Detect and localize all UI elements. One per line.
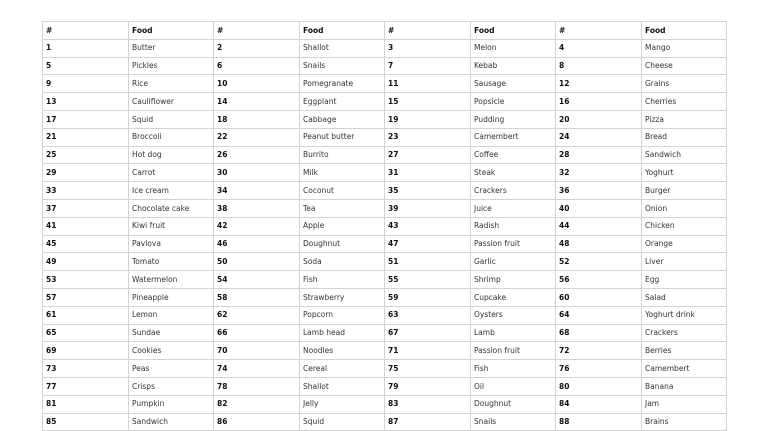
- food-name-cell: Brains: [642, 413, 727, 431]
- item-number-cell: 67: [385, 324, 471, 342]
- item-number-cell: 78: [214, 377, 300, 395]
- item-number-cell: 1: [43, 39, 129, 57]
- item-number-cell: 77: [43, 377, 129, 395]
- item-number-cell: 8: [556, 57, 642, 75]
- food-name-cell: Rice: [129, 75, 214, 93]
- food-name-cell: Sausage: [471, 75, 556, 93]
- food-name-cell: Garlic: [471, 253, 556, 271]
- food-name-cell: Oil: [471, 377, 556, 395]
- item-number-cell: 30: [214, 164, 300, 182]
- item-number-cell: 20: [556, 110, 642, 128]
- item-number-cell: 53: [43, 271, 129, 289]
- item-number-cell: 85: [43, 413, 129, 431]
- item-number-cell: 56: [556, 271, 642, 289]
- food-name-cell: Shallot: [300, 377, 385, 395]
- food-name-cell: Cabbage: [300, 110, 385, 128]
- food-name-cell: Noodles: [300, 342, 385, 360]
- food-table: [42, 21, 727, 431]
- food-name-cell: Cookies: [129, 342, 214, 360]
- food-name-cell: Passion fruit: [471, 342, 556, 360]
- food-name-cell: Watermelon: [129, 271, 214, 289]
- food-name-cell: Pomegranate: [300, 75, 385, 93]
- item-number-cell: 71: [385, 342, 471, 360]
- item-number-cell: 25: [43, 146, 129, 164]
- item-number-cell: 37: [43, 199, 129, 217]
- food-name-cell: Bread: [642, 128, 727, 146]
- item-number-cell: 38: [214, 199, 300, 217]
- food-name-cell: Steak: [471, 164, 556, 182]
- food-name-cell: Burger: [642, 182, 727, 200]
- table-row: [43, 75, 727, 93]
- table-row: [43, 377, 727, 395]
- item-number-cell: 82: [214, 395, 300, 413]
- food-name-cell: Jelly: [300, 395, 385, 413]
- food-name-cell: Coffee: [471, 146, 556, 164]
- item-number-cell: 50: [214, 253, 300, 271]
- food-name-cell: Cherries: [642, 93, 727, 111]
- column-header-number: #: [556, 22, 642, 40]
- food-name-cell: Popsicle: [471, 93, 556, 111]
- food-name-cell: Snails: [300, 57, 385, 75]
- food-name-cell: Snails: [471, 413, 556, 431]
- item-number-cell: 69: [43, 342, 129, 360]
- food-name-cell: Egg: [642, 271, 727, 289]
- item-number-cell: 32: [556, 164, 642, 182]
- food-name-cell: Grains: [642, 75, 727, 93]
- item-number-cell: 66: [214, 324, 300, 342]
- food-name-cell: Pickles: [129, 57, 214, 75]
- item-number-cell: 63: [385, 306, 471, 324]
- item-number-cell: 48: [556, 235, 642, 253]
- item-number-cell: 23: [385, 128, 471, 146]
- item-number-cell: 31: [385, 164, 471, 182]
- food-name-cell: Crackers: [471, 182, 556, 200]
- item-number-cell: 64: [556, 306, 642, 324]
- food-name-cell: Lemon: [129, 306, 214, 324]
- food-name-cell: Shallot: [300, 39, 385, 57]
- food-name-cell: Shrimp: [471, 271, 556, 289]
- item-number-cell: 33: [43, 182, 129, 200]
- food-name-cell: Pavlova: [129, 235, 214, 253]
- item-number-cell: 34: [214, 182, 300, 200]
- item-number-cell: 51: [385, 253, 471, 271]
- item-number-cell: 58: [214, 288, 300, 306]
- table-row: [43, 93, 727, 111]
- item-number-cell: 79: [385, 377, 471, 395]
- table-row: [43, 146, 727, 164]
- item-number-cell: 73: [43, 360, 129, 378]
- item-number-cell: 12: [556, 75, 642, 93]
- food-name-cell: Jam: [642, 395, 727, 413]
- item-number-cell: 39: [385, 199, 471, 217]
- table-row: [43, 253, 727, 271]
- table-row: [43, 306, 727, 324]
- item-number-cell: 81: [43, 395, 129, 413]
- food-name-cell: Liver: [642, 253, 727, 271]
- food-name-cell: Camembert: [471, 128, 556, 146]
- item-number-cell: 57: [43, 288, 129, 306]
- food-name-cell: Squid: [300, 413, 385, 431]
- food-name-cell: Lamb: [471, 324, 556, 342]
- table-row: [43, 182, 727, 200]
- food-name-cell: Ice cream: [129, 182, 214, 200]
- table-row: [43, 57, 727, 75]
- food-name-cell: Juice: [471, 199, 556, 217]
- item-number-cell: 22: [214, 128, 300, 146]
- food-name-cell: Apple: [300, 217, 385, 235]
- item-number-cell: 28: [556, 146, 642, 164]
- item-number-cell: 21: [43, 128, 129, 146]
- food-name-cell: Camembert: [642, 360, 727, 378]
- food-name-cell: Berries: [642, 342, 727, 360]
- food-name-cell: Salad: [642, 288, 727, 306]
- food-name-cell: Crisps: [129, 377, 214, 395]
- food-name-cell: Yoghurt: [642, 164, 727, 182]
- item-number-cell: 10: [214, 75, 300, 93]
- table-row: [43, 324, 727, 342]
- item-number-cell: 86: [214, 413, 300, 431]
- table-row: [43, 199, 727, 217]
- food-name-cell: Cauliflower: [129, 93, 214, 111]
- item-number-cell: 40: [556, 199, 642, 217]
- food-name-cell: Doughnut: [300, 235, 385, 253]
- food-name-cell: Sundae: [129, 324, 214, 342]
- food-name-cell: Strawberry: [300, 288, 385, 306]
- table-row: [43, 360, 727, 378]
- item-number-cell: 45: [43, 235, 129, 253]
- table-row: [43, 110, 727, 128]
- column-header-number: #: [385, 22, 471, 40]
- item-number-cell: 55: [385, 271, 471, 289]
- food-name-cell: Sandwich: [129, 413, 214, 431]
- column-header-food: Food: [129, 22, 214, 40]
- food-name-cell: Milk: [300, 164, 385, 182]
- item-number-cell: 54: [214, 271, 300, 289]
- column-header-food: Food: [471, 22, 556, 40]
- item-number-cell: 27: [385, 146, 471, 164]
- food-name-cell: Cereal: [300, 360, 385, 378]
- table-row: [43, 217, 727, 235]
- food-name-cell: Fish: [300, 271, 385, 289]
- food-name-cell: Butter: [129, 39, 214, 57]
- food-name-cell: Chocolate cake: [129, 199, 214, 217]
- table-row: [43, 164, 727, 182]
- item-number-cell: 62: [214, 306, 300, 324]
- item-number-cell: 75: [385, 360, 471, 378]
- table-row: [43, 342, 727, 360]
- table-row: [43, 271, 727, 289]
- item-number-cell: 18: [214, 110, 300, 128]
- food-name-cell: Banana: [642, 377, 727, 395]
- item-number-cell: 49: [43, 253, 129, 271]
- table-body: [43, 39, 727, 431]
- food-name-cell: Burrito: [300, 146, 385, 164]
- item-number-cell: 70: [214, 342, 300, 360]
- item-number-cell: 26: [214, 146, 300, 164]
- table-row: [43, 288, 727, 306]
- item-number-cell: 6: [214, 57, 300, 75]
- food-name-cell: Squid: [129, 110, 214, 128]
- item-number-cell: 59: [385, 288, 471, 306]
- item-number-cell: 13: [43, 93, 129, 111]
- item-number-cell: 74: [214, 360, 300, 378]
- food-name-cell: Cupcake: [471, 288, 556, 306]
- item-number-cell: 7: [385, 57, 471, 75]
- table-row: [43, 395, 727, 413]
- item-number-cell: 47: [385, 235, 471, 253]
- item-number-cell: 60: [556, 288, 642, 306]
- food-name-cell: Onion: [642, 199, 727, 217]
- food-name-cell: Mango: [642, 39, 727, 57]
- food-name-cell: Pumpkin: [129, 395, 214, 413]
- food-name-cell: Soda: [300, 253, 385, 271]
- item-number-cell: 68: [556, 324, 642, 342]
- item-number-cell: 17: [43, 110, 129, 128]
- food-name-cell: Cheese: [642, 57, 727, 75]
- table-row: [43, 39, 727, 57]
- table-row: [43, 413, 727, 431]
- food-name-cell: Oysters: [471, 306, 556, 324]
- item-number-cell: 41: [43, 217, 129, 235]
- food-name-cell: Pineapple: [129, 288, 214, 306]
- column-header-number: #: [43, 22, 129, 40]
- item-number-cell: 11: [385, 75, 471, 93]
- item-number-cell: 87: [385, 413, 471, 431]
- item-number-cell: 52: [556, 253, 642, 271]
- table-header-row: [43, 22, 727, 40]
- food-name-cell: Yoghurt drink: [642, 306, 727, 324]
- item-number-cell: 88: [556, 413, 642, 431]
- food-name-cell: Orange: [642, 235, 727, 253]
- food-name-cell: Peanut butter: [300, 128, 385, 146]
- item-number-cell: 46: [214, 235, 300, 253]
- item-number-cell: 44: [556, 217, 642, 235]
- food-name-cell: Passion fruit: [471, 235, 556, 253]
- food-name-cell: Doughnut: [471, 395, 556, 413]
- item-number-cell: 16: [556, 93, 642, 111]
- item-number-cell: 3: [385, 39, 471, 57]
- food-name-cell: Popcorn: [300, 306, 385, 324]
- document-page: [42, 21, 726, 431]
- item-number-cell: 5: [43, 57, 129, 75]
- item-number-cell: 4: [556, 39, 642, 57]
- column-header-food: Food: [642, 22, 727, 40]
- food-name-cell: Peas: [129, 360, 214, 378]
- food-name-cell: Fish: [471, 360, 556, 378]
- item-number-cell: 15: [385, 93, 471, 111]
- food-name-cell: Eggplant: [300, 93, 385, 111]
- item-number-cell: 43: [385, 217, 471, 235]
- item-number-cell: 9: [43, 75, 129, 93]
- item-number-cell: 42: [214, 217, 300, 235]
- table-row: [43, 128, 727, 146]
- food-name-cell: Tomato: [129, 253, 214, 271]
- item-number-cell: 76: [556, 360, 642, 378]
- food-name-cell: Kiwi fruit: [129, 217, 214, 235]
- food-name-cell: Radish: [471, 217, 556, 235]
- item-number-cell: 84: [556, 395, 642, 413]
- item-number-cell: 14: [214, 93, 300, 111]
- food-name-cell: Tea: [300, 199, 385, 217]
- item-number-cell: 19: [385, 110, 471, 128]
- item-number-cell: 61: [43, 306, 129, 324]
- item-number-cell: 36: [556, 182, 642, 200]
- food-name-cell: Carrot: [129, 164, 214, 182]
- column-header-food: Food: [300, 22, 385, 40]
- food-name-cell: Melon: [471, 39, 556, 57]
- item-number-cell: 72: [556, 342, 642, 360]
- item-number-cell: 35: [385, 182, 471, 200]
- item-number-cell: 2: [214, 39, 300, 57]
- food-name-cell: Chicken: [642, 217, 727, 235]
- food-name-cell: Coconut: [300, 182, 385, 200]
- table-row: [43, 235, 727, 253]
- item-number-cell: 24: [556, 128, 642, 146]
- food-name-cell: Kebab: [471, 57, 556, 75]
- food-name-cell: Hot dog: [129, 146, 214, 164]
- column-header-number: #: [214, 22, 300, 40]
- food-name-cell: Sandwich: [642, 146, 727, 164]
- item-number-cell: 65: [43, 324, 129, 342]
- item-number-cell: 83: [385, 395, 471, 413]
- item-number-cell: 80: [556, 377, 642, 395]
- item-number-cell: 29: [43, 164, 129, 182]
- food-name-cell: Pizza: [642, 110, 727, 128]
- food-name-cell: Crackers: [642, 324, 727, 342]
- food-name-cell: Lamb head: [300, 324, 385, 342]
- food-name-cell: Pudding: [471, 110, 556, 128]
- food-name-cell: Broccoli: [129, 128, 214, 146]
